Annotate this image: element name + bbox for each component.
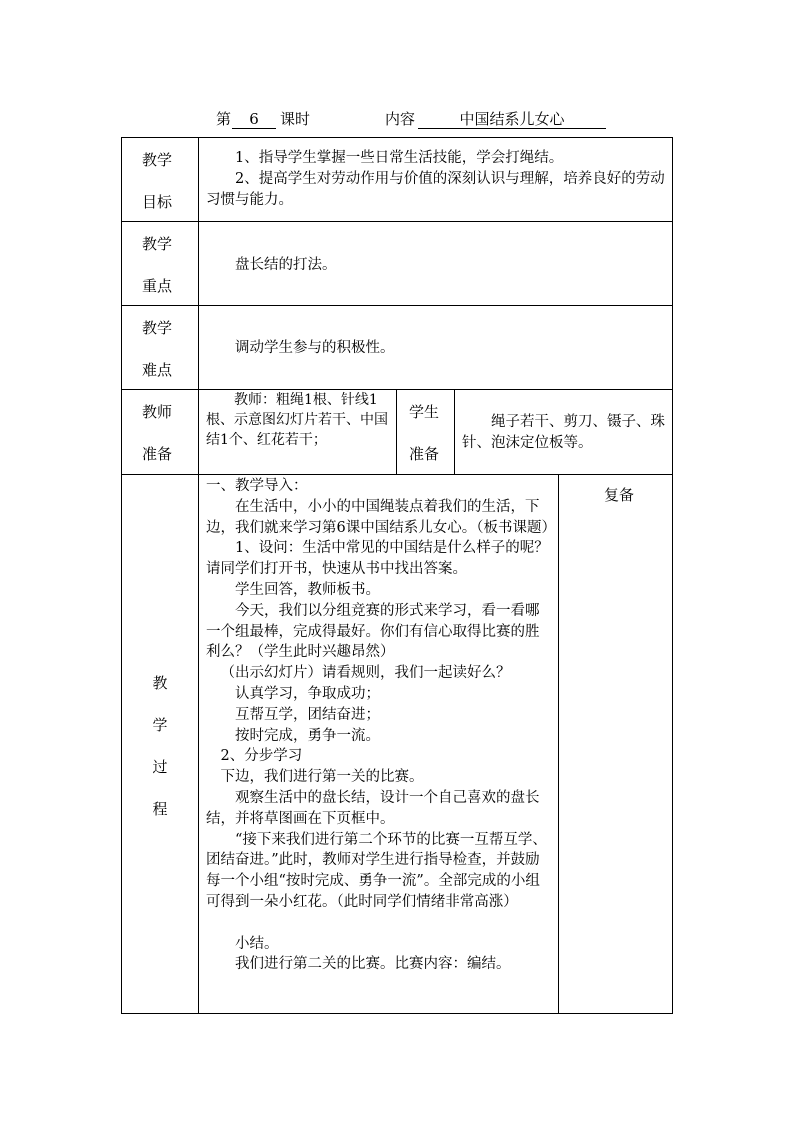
- student-prep-label-2: 准备: [409, 445, 440, 463]
- student-prep-value: 绳子若干、剪刀、镊子、珠针、泡沫定位板等。: [462, 414, 665, 451]
- row-divider: [122, 305, 672, 306]
- difficulties-value: 调动学生参与的积极性。: [235, 340, 395, 356]
- content-title: [418, 107, 606, 131]
- process-paragraph: 互帮互学，团结奋进；: [235, 706, 380, 723]
- lesson-table: [121, 137, 673, 1014]
- process-paragraph: 认真学习，争取成功；: [235, 685, 380, 702]
- process-paragraph: “接下来我们进行第二个环节的比赛一互帮互学、团结奋进。”此时，教师对学生进行指导检查，并鼓励每一个小组“按时完成、勇争一流”。全部完成的小组可得到一朵小红花。（此时同学们情绪非常高涨）: [206, 831, 547, 910]
- process-label-char: 过: [152, 758, 168, 776]
- process-label-char: 学: [152, 716, 168, 734]
- col-divider: [558, 474, 559, 1013]
- process-paragraph: 1、设问：生活中常见的中国结是什么样子的呢？请同学们打开书，快速从书中找出答案。: [206, 540, 549, 578]
- lesson-suffix: 课时: [280, 110, 311, 128]
- row-divider: [122, 389, 672, 390]
- process-paragraph: 我们进行第二关的比赛。比赛内容：编结。: [235, 956, 511, 973]
- process-label-char: 教: [152, 674, 168, 692]
- content-title-value: 中国结系儿女心: [418, 108, 606, 129]
- process-text: [206, 476, 556, 975]
- lesson-number-value: 6: [232, 108, 276, 129]
- objectives-label-2: 目标: [142, 193, 173, 211]
- objective-item: 1、指导学生掌握一些日常生活技能，学会打绳结。: [235, 150, 564, 166]
- key-points-label-1: 教学: [142, 235, 173, 253]
- teacher-prep-label-1: 教师: [142, 403, 173, 421]
- key-points-text: [206, 255, 668, 276]
- objectives-text: [206, 148, 668, 211]
- difficulties-label-2: 难点: [142, 361, 173, 379]
- process-paragraph: 在生活中，小小的中国绳装点着我们的生活，下边，我们就来学习第6课中国结系儿女心。（板书课题）: [206, 498, 556, 536]
- process-paragraph: （出示幻灯片）请看规则，我们一起读好么？: [220, 665, 511, 682]
- row-divider: [122, 474, 672, 475]
- process-paragraph: 今天，我们以分组竞赛的形式来学习，看一看哪一个组最棒，完成得最好。你们有信心取得比赛的胜利么？（学生此时兴趣昂然）: [206, 602, 540, 661]
- process-paragraph: 小结。: [235, 935, 279, 952]
- lesson-number: [232, 107, 276, 131]
- lesson-header: [0, 107, 794, 131]
- lesson-prefix: 第: [216, 110, 232, 128]
- objective-item: 2、提高学生对劳动作用与价值的深刻认识与理解，培养良好的劳动习惯与能力。: [206, 171, 665, 208]
- process-paragraph: 一、教学导入：: [206, 478, 308, 494]
- col-divider: [396, 389, 397, 474]
- process-label: [150, 673, 170, 841]
- difficulties-text: [206, 338, 668, 359]
- difficulties-label-1: 教学: [142, 319, 173, 337]
- student-prep-label-1: 学生: [409, 403, 440, 421]
- teacher-prep-value: 教师：粗绳1根、针线1根、示意图幻灯片若干、中国结1个、红花若干；: [206, 392, 388, 448]
- col-divider: [454, 389, 455, 474]
- review-label: 复备: [604, 486, 635, 504]
- process-label-char: 程: [152, 800, 168, 818]
- process-paragraph: 2、分步学习: [220, 748, 303, 765]
- teacher-prep-text: [206, 390, 392, 450]
- process-paragraph: 学生回答，教师板书。: [235, 581, 380, 598]
- col-divider: [198, 138, 199, 1013]
- key-points-label-2: 重点: [142, 277, 173, 295]
- process-paragraph: 下边，我们进行第一关的比赛。: [220, 769, 424, 786]
- blank-line: [206, 913, 552, 934]
- row-divider: [122, 221, 672, 222]
- process-paragraph: 观察生活中的盘长结，设计一个自己喜欢的盘长结，并将草图画在下页框中。: [206, 789, 540, 827]
- objectives-label-1: 教学: [142, 151, 173, 169]
- process-paragraph: 按时完成，勇争一流。: [235, 727, 380, 744]
- key-points-value: 盘长结的打法。: [235, 257, 337, 273]
- teacher-prep-label-2: 准备: [142, 445, 173, 463]
- content-label: 内容: [385, 110, 416, 128]
- student-prep-text: [462, 412, 670, 454]
